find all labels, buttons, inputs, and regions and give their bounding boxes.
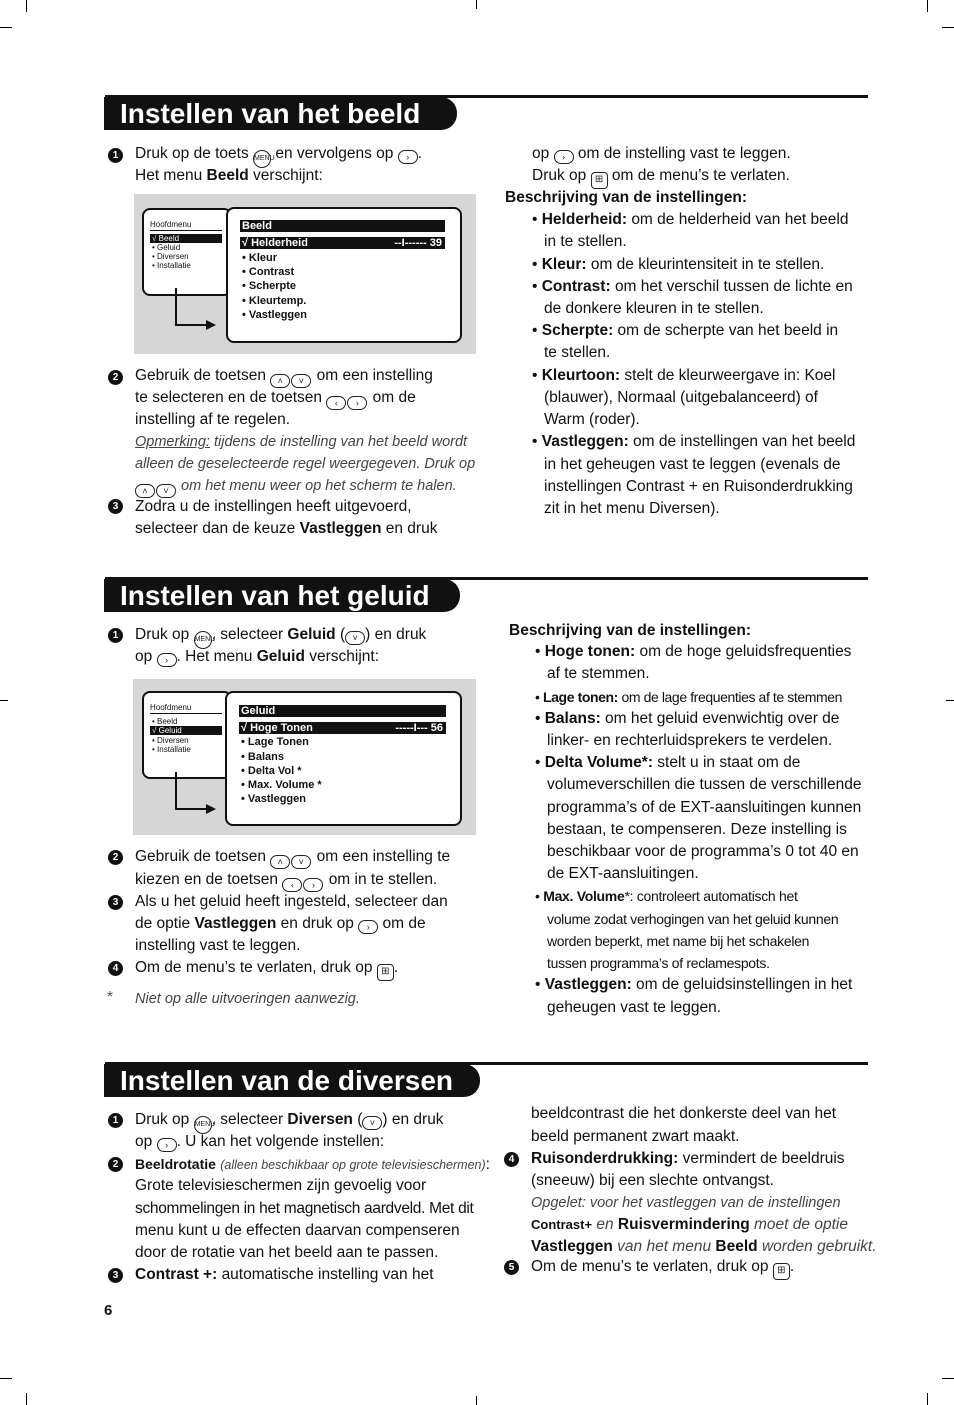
step-number-icon: 5 <box>504 1260 519 1275</box>
left-right-buttons-icon: ‹ › <box>282 871 324 893</box>
step-number-icon: 3 <box>108 499 123 514</box>
menu-button-icon: MENU <box>194 631 212 649</box>
menu-arrow-head-icon <box>206 320 216 330</box>
diversen-step1-line1: Druk op MENU, selecteer Diversen ( ˅ ) en druk <box>135 1109 444 1134</box>
step-number-icon: 4 <box>108 961 123 976</box>
sub-menu-item: • Delta Vol * <box>241 765 302 777</box>
beeld-desc-cont: in het geheugen vast te leggen (evenals de <box>544 456 841 473</box>
beeld-desc-item: • Contrast: om het verschil tussen de lichte en <box>532 278 853 295</box>
beeld-note-line1: Opmerking: tijdens de instelling van het beeld wordt <box>135 434 468 450</box>
beeld-step3-line1: Zodra u de instellingen heeft uitgevoerd, <box>135 498 412 515</box>
down-arrow-button-icon: ˅ <box>362 1116 382 1130</box>
sub-menu-selected: √ Hoge Tonen -----I--- 56 <box>239 722 446 734</box>
geluid-desc-cont: worden beperkt, met name bij het schakelen <box>547 933 810 949</box>
beeld-desc-cont: te stellen. <box>544 344 611 361</box>
menu-arrow-line <box>175 772 177 810</box>
menu-arrow-line <box>175 288 177 326</box>
sub-menu-item: • Balans <box>241 751 284 763</box>
step-number-icon: 2 <box>108 850 123 865</box>
main-menu-item: • Diversen <box>152 252 189 261</box>
beeld-desc-cont: de donkere kleuren in te stellen. <box>544 300 764 317</box>
main-menu-item: • Installatie <box>152 745 191 754</box>
menu-arrow-head-icon <box>206 804 216 814</box>
geluid-step3-line1: Als u het geluid heeft ingesteld, selecteer dan <box>135 893 448 910</box>
sub-menu-item: • Kleurtemp. <box>242 295 307 307</box>
geluid-desc-cont: geheugen vast te leggen. <box>547 999 722 1016</box>
geluid-desc-cont: programma’s of de EXT-aansluitingen kunnen <box>547 799 862 816</box>
sub-menu-item: • Contrast <box>242 266 295 278</box>
up-down-buttons-icon: ˄ ˅ <box>270 367 312 389</box>
diversen-step5: Om de menu’s te verlaten, druk op ⊞ . <box>531 1256 794 1280</box>
geluid-step1-line2: op › . Het menu Geluid verschijnt: <box>135 648 380 665</box>
diversen-step4-line1: Ruisonderdrukking: vermindert de beeldruis <box>531 1150 845 1167</box>
geluid-step2-line1: Gebruik de toetsen ˄ ˅ om een instelling te <box>135 846 450 870</box>
step-number-icon: 1 <box>108 148 123 163</box>
geluid-desc-cont: tussen programma’s of reclamespots. <box>547 955 770 971</box>
right-arrow-button-icon: › <box>398 150 418 164</box>
crop-mark <box>927 1393 928 1405</box>
crop-mark <box>942 27 954 28</box>
diversen-step3-line1: Contrast +: automatische instelling van het <box>135 1266 434 1283</box>
beeld-step3-line2: selecteer dan de keuze Vastleggen en druk <box>135 520 438 537</box>
diversen-note-line2: Contrast+ en Ruisvermindering moet de optie <box>531 1216 848 1233</box>
beeld-desc-title: Beschrijving van de instellingen: <box>505 189 748 206</box>
beeld-note-line2: alleen de geselecteerde regel weergegeven. Druk op <box>135 456 476 472</box>
step-number-icon: 3 <box>108 895 123 910</box>
geluid-desc-cont: linker- en rechterluidsprekers te verdelen. <box>547 732 833 749</box>
beeld-desc-item: • Vastleggen: om de instellingen van het beeld <box>532 433 856 450</box>
diversen-step2-line3: schommelingen in het magnetisch aardveld. Met dit <box>135 1200 474 1217</box>
sub-menu-title: Beeld <box>240 220 445 232</box>
beeld-step2-line3: instelling af te regelen. <box>135 411 291 428</box>
step-number-icon: 2 <box>108 1157 123 1172</box>
sub-menu-item: • Kleur <box>242 252 278 264</box>
beeld-desc-cont: Warm (roder). <box>544 411 640 428</box>
up-down-buttons-icon: ˄ ˅ <box>270 848 312 870</box>
main-menu-title: Hoofdmenu <box>150 703 222 714</box>
sub-menu-title: Geluid <box>239 705 446 717</box>
right-arrow-button-icon: › <box>157 1138 177 1152</box>
main-menu-item: √ Beeld <box>150 234 222 243</box>
diversen-right-line1: beeldcontrast die het donkerste deel van het <box>531 1105 837 1122</box>
sub-menu-item: • Lage Tonen <box>241 736 309 748</box>
section-title-beeld: Instellen van het beeld <box>104 97 457 130</box>
step-number-icon: 1 <box>108 1113 123 1128</box>
beeld-desc-item: • Kleurtoon: stelt de kleurweergave in: Koel <box>532 367 836 384</box>
geluid-desc-cont: beschikbaar voor de programma’s 0 tot 40 en <box>547 843 859 860</box>
geluid-step3-line3: instelling vast te leggen. <box>135 937 301 954</box>
beeld-desc-item: • Kleur: om de kleurintensiteit in te stellen. <box>532 256 825 273</box>
crop-mark <box>0 1378 12 1379</box>
step-number-icon: 3 <box>108 1268 123 1283</box>
crop-mark <box>0 27 12 28</box>
crop-mark <box>26 0 27 12</box>
beeld-step1-line2: Het menu Beeld verschijnt: <box>135 167 323 184</box>
crop-mark <box>26 1393 27 1405</box>
menu-button-icon: MENU <box>253 150 271 168</box>
geluid-desc-cont: de EXT-aansluitingen. <box>547 865 699 882</box>
main-menu-item: √ Geluid <box>150 726 222 735</box>
right-arrow-button-icon: › <box>157 653 177 667</box>
section-title-geluid: Instellen van het geluid <box>104 579 460 612</box>
beeld-desc-cont: in te stellen. <box>544 233 627 250</box>
menu-arrow-line <box>175 808 209 810</box>
geluid-desc-item: • Balans: om het geluid evenwichtig over de <box>535 710 840 727</box>
geluid-step2-line2: kiezen en de toetsen ‹ › om in te stellen. <box>135 869 437 893</box>
sub-menu-item: • Scherpte <box>242 280 296 292</box>
section-title-diversen: Instellen van de diversen <box>104 1064 480 1097</box>
right-arrow-button-icon: › <box>554 150 574 164</box>
geluid-desc-cont: volume zodat verhogingen van het geluid kunnen <box>547 911 839 927</box>
beeld-desc-cont: instellingen Contrast + en Ruisonderdrukking <box>544 478 853 495</box>
main-menu-item: • Installatie <box>152 261 191 270</box>
crop-mark <box>476 0 477 9</box>
beeld-desc-cont: zit in het menu Diversen). <box>544 500 720 517</box>
beeld-desc-item: • Scherpte: om de scherpte van het beeld in <box>532 322 839 339</box>
diversen-step1-line2: op › . U kan het volgende instellen: <box>135 1133 385 1150</box>
beeld-step2-line2: te selecteren en de toetsen ‹ › om de <box>135 387 416 411</box>
beeld-desc-cont: (blauwer), Normaal (uitgebalanceerd) of <box>544 389 818 406</box>
main-menu-item: • Diversen <box>152 736 189 745</box>
beeld-right-line2: Druk op ⊞ om de menu’s te verlaten. <box>532 165 790 189</box>
tv-exit-button-icon: ⊞ <box>377 964 394 981</box>
diversen-step2-line4: menu kunt u de effecten daarvan compenseren <box>135 1222 460 1239</box>
down-arrow-button-icon: ˅ <box>345 631 365 645</box>
footnote-text: Niet op alle uitvoeringen aanwezig. <box>135 991 360 1007</box>
diversen-right-line2: beeld permanent zwart maakt. <box>531 1128 740 1145</box>
diversen-step2-line5: door de rotatie van het beeld aan te passen. <box>135 1244 439 1261</box>
beeld-step2-line1: Gebruik de toetsen ˄ ˅ om een instelling <box>135 365 433 389</box>
menu-arrow-line <box>175 324 209 326</box>
beeld-note-line3: ˄ ˅ om het menu weer op het scherm te halen. <box>135 475 457 499</box>
footnote-star: * <box>107 989 114 1006</box>
crop-mark <box>927 0 928 12</box>
geluid-desc-cont: bestaan, te compenseren. Deze instelling is <box>547 821 847 838</box>
diversen-note-line1: Opgelet: voor het vastleggen van de instellingen <box>531 1195 841 1211</box>
sub-menu-item: • Vastleggen <box>242 309 307 321</box>
geluid-desc-item: • Hoge tonen: om de hoge geluidsfrequenties <box>535 643 852 660</box>
left-right-buttons-icon: ‹ › <box>326 389 368 411</box>
sub-menu-selected: √ Helderheid --I------ 39 <box>240 237 445 249</box>
main-menu-item: • Beeld <box>152 717 178 726</box>
main-menu-title: Hoofdmenu <box>150 220 222 231</box>
beeld-step1-line1: Druk op de toets MENU en vervolgens op › . <box>135 143 422 168</box>
geluid-step1-line1: Druk op MENU, selecteer Geluid ( ˅ ) en druk <box>135 624 426 649</box>
geluid-desc-title: Beschrijving van de instellingen: <box>509 622 752 639</box>
step-number-icon: 4 <box>504 1152 519 1167</box>
menu-button-icon: MENU <box>194 1116 212 1134</box>
beeld-right-line1: op › om de instelling vast te leggen. <box>532 145 791 162</box>
diversen-step2-line1: Beeldrotatie (alleen beschikbaar op grote televisieschermen): <box>135 1156 490 1173</box>
diversen-step4-line2: (sneeuw) bij een slechte ontvangst. <box>531 1172 774 1189</box>
tv-exit-button-icon: ⊞ <box>591 172 608 189</box>
geluid-desc-item: • Delta Volume*: stelt u in staat om de <box>535 754 801 771</box>
up-down-buttons-icon: ˄ ˅ <box>135 477 177 499</box>
geluid-desc-cont: volumeverschillen die tussen de verschillende <box>547 776 862 793</box>
right-arrow-button-icon: › <box>358 920 378 934</box>
diversen-step2-line2: Grote televisieschermen zijn gevoelig voor <box>135 1177 427 1194</box>
crop-mark <box>946 700 954 701</box>
beeld-desc-item: • Helderheid: om de helderheid van het beeld <box>532 211 849 228</box>
geluid-step4: Om de menu’s te verlaten, druk op ⊞ . <box>135 957 398 981</box>
geluid-desc-item: • Vastleggen: om de geluidsinstellingen in het <box>535 976 853 993</box>
main-menu-item: • Geluid <box>152 243 181 252</box>
geluid-step3-line2: de optie Vastleggen en druk op › om de <box>135 915 426 932</box>
crop-mark <box>476 1396 477 1405</box>
geluid-desc-item: • Max. Volume*: controleert automatisch het <box>535 888 798 904</box>
sub-menu-item: • Max. Volume * <box>241 779 322 791</box>
step-number-icon: 2 <box>108 370 123 385</box>
geluid-desc-item: • Lage tonen: om de lage frequenties af te stemmen <box>535 689 843 705</box>
sub-menu-item: • Vastleggen <box>241 793 306 805</box>
tv-exit-button-icon: ⊞ <box>773 1263 790 1280</box>
diversen-note-line3: Vastleggen van het menu Beeld worden gebruikt. <box>531 1238 877 1255</box>
crop-mark <box>942 1378 954 1379</box>
step-number-icon: 1 <box>108 628 123 643</box>
geluid-desc-cont: af te stemmen. <box>547 665 650 682</box>
page-number: 6 <box>104 1302 113 1319</box>
crop-mark <box>0 700 8 701</box>
